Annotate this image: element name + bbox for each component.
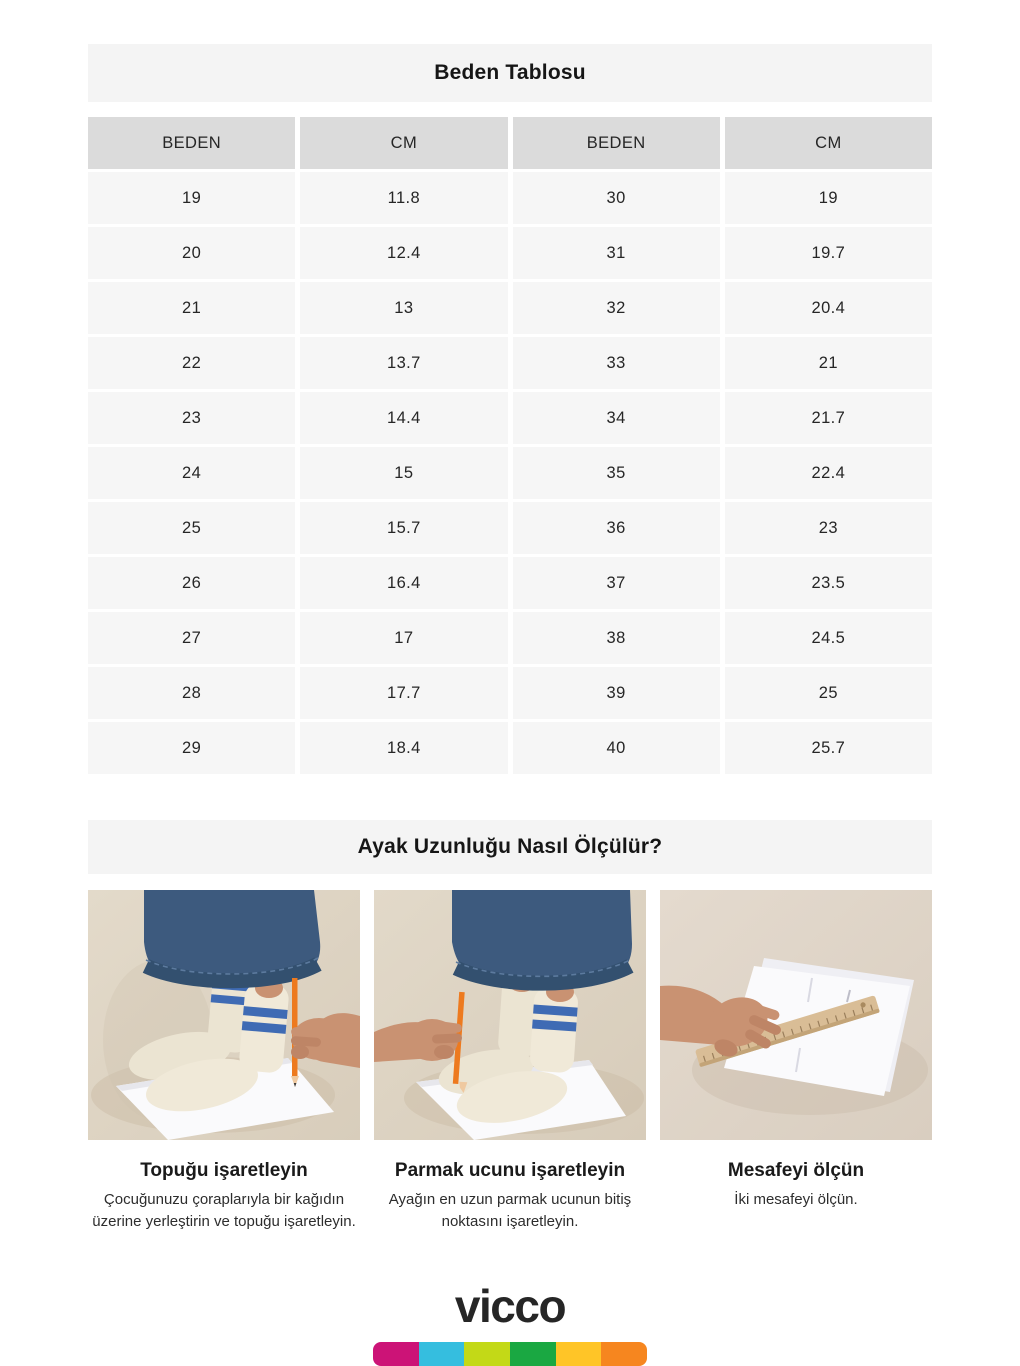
step-column-mark-heel <box>88 890 360 1233</box>
rainbow-segment <box>464 1342 510 1366</box>
table-cell: 33 <box>513 337 720 389</box>
step-column-measure-distance <box>660 890 932 1233</box>
rainbow-segment <box>510 1342 556 1366</box>
table-cell: 35 <box>513 447 720 499</box>
table-cell: 28 <box>88 667 295 719</box>
measure-distance-photo <box>660 890 932 1140</box>
size-table <box>88 117 932 774</box>
table-cell: 14.4 <box>300 392 507 444</box>
step-description: İki mesafeyi ölçün. <box>734 1191 858 1208</box>
table-cell: 36 <box>513 502 720 554</box>
table-cell: 19.7 <box>725 227 932 279</box>
step-heading: Topuğu işaretleyin <box>140 1160 308 1181</box>
table-cell: 17.7 <box>300 667 507 719</box>
rainbow-segment <box>601 1342 647 1366</box>
rainbow-bar <box>373 1342 647 1366</box>
table-cell: 26 <box>88 557 295 609</box>
table-cell: 12.4 <box>300 227 507 279</box>
table-cell: 25 <box>88 502 295 554</box>
table-cell: 19 <box>88 172 295 224</box>
size-table-title: Beden Tablosu <box>434 61 586 84</box>
table-cell: 19 <box>725 172 932 224</box>
mark-toe-photo <box>374 890 646 1140</box>
table-cell: 16.4 <box>300 557 507 609</box>
table-cell: 37 <box>513 557 720 609</box>
measure-title: Ayak Uzunluğu Nasıl Ölçülür? <box>357 835 663 858</box>
table-cell: 23 <box>725 502 932 554</box>
table-cell: 20 <box>88 227 295 279</box>
page-content <box>88 0 932 1366</box>
step-heading: Parmak ucunu işaretleyin <box>394 1160 626 1181</box>
table-cell: 22.4 <box>725 447 932 499</box>
table-cell: 31 <box>513 227 720 279</box>
measure-title-bar <box>88 820 932 874</box>
rainbow-segment <box>373 1342 419 1366</box>
table-cell: 24 <box>88 447 295 499</box>
table-cell: 30 <box>513 172 720 224</box>
table-header-cell: BEDEN <box>513 117 720 169</box>
table-cell: 22 <box>88 337 295 389</box>
step-description: Ayağın en uzun parmak ucunun bitiş noktasını işaretleyin. <box>388 1191 632 1230</box>
table-cell: 25 <box>725 667 932 719</box>
brand-logo: vicco <box>454 1279 566 1332</box>
table-header-cell: BEDEN <box>88 117 295 169</box>
table-cell: 13 <box>300 282 507 334</box>
table-cell: 32 <box>513 282 720 334</box>
table-cell: 17 <box>300 612 507 664</box>
measure-steps <box>88 890 932 1233</box>
footer <box>88 1279 932 1366</box>
step-heading: Mesafeyi ölçün <box>727 1160 865 1181</box>
step-description: Çocuğunuzu çoraplarıyla bir kağıdın üzerine yerleştirin ve topuğu işaretleyin. <box>92 1191 356 1230</box>
table-cell: 23 <box>88 392 295 444</box>
table-header-cell: CM <box>300 117 507 169</box>
table-cell: 21 <box>725 337 932 389</box>
table-cell: 25.7 <box>725 722 932 774</box>
table-cell: 24.5 <box>725 612 932 664</box>
table-cell: 29 <box>88 722 295 774</box>
size-table-title-bar <box>88 44 932 102</box>
table-cell: 21 <box>88 282 295 334</box>
table-header-cell: CM <box>725 117 932 169</box>
rainbow-segment <box>419 1342 465 1366</box>
table-cell: 40 <box>513 722 720 774</box>
table-cell: 39 <box>513 667 720 719</box>
table-cell: 38 <box>513 612 720 664</box>
table-cell: 18.4 <box>300 722 507 774</box>
table-cell: 27 <box>88 612 295 664</box>
table-cell: 15.7 <box>300 502 507 554</box>
table-cell: 11.8 <box>300 172 507 224</box>
table-cell: 23.5 <box>725 557 932 609</box>
step-column-mark-toe <box>374 890 646 1233</box>
table-cell: 15 <box>300 447 507 499</box>
table-cell: 20.4 <box>725 282 932 334</box>
table-cell: 21.7 <box>725 392 932 444</box>
table-cell: 13.7 <box>300 337 507 389</box>
mark-heel-photo <box>88 890 360 1140</box>
rainbow-segment <box>556 1342 602 1366</box>
table-cell: 34 <box>513 392 720 444</box>
